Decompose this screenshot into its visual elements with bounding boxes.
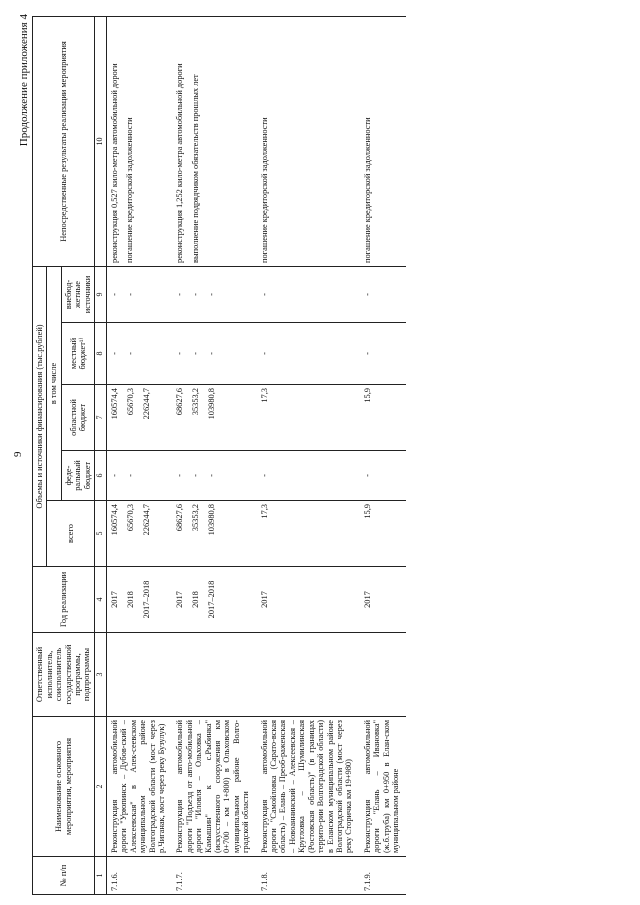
- total-cell: [257, 501, 360, 567]
- header-total: всего: [47, 501, 95, 567]
- col-number: 4: [95, 567, 107, 633]
- year-cell: [172, 567, 256, 633]
- total-value: 17,3: [259, 504, 269, 519]
- total-value: 103980,8: [207, 504, 217, 536]
- local-value: [142, 326, 152, 381]
- federal-cell: [172, 451, 256, 501]
- total-cell: [360, 501, 407, 567]
- total-value: 65670,3: [125, 504, 135, 532]
- local-value: -: [125, 352, 135, 355]
- local-cell: [172, 323, 256, 385]
- header-federal: феде-ральный бюджет: [61, 451, 94, 501]
- local-value: -: [109, 352, 119, 355]
- nonbudget-value: -: [109, 293, 119, 296]
- col-number: 2: [95, 717, 107, 857]
- local-cell: [360, 323, 407, 385]
- header-executor: Ответственный исполнитель, соисполнитель государственной программы, подпрограммы: [33, 633, 95, 717]
- nonbudget-value: -: [362, 293, 372, 296]
- col-number: 5: [95, 501, 107, 567]
- header-local: местный бюджет¹⁾: [61, 323, 94, 385]
- header-nonbudget: внебюд-жетные источники: [61, 266, 94, 322]
- year-value: 2017: [259, 591, 269, 608]
- regional-value: 226244,7: [141, 388, 151, 420]
- year-value: 2017–2018: [141, 580, 151, 619]
- executor: [172, 633, 256, 717]
- results-cell: [360, 16, 407, 266]
- results-cell: [106, 16, 172, 266]
- federal-value: -: [109, 474, 119, 477]
- federal-cell: [360, 451, 407, 501]
- regional-value: 17,3: [259, 388, 269, 403]
- total-cell: [106, 501, 172, 567]
- col-number: 10: [95, 16, 107, 266]
- header-year: Год реализации: [33, 567, 95, 633]
- year-cell: [360, 567, 407, 633]
- executor: [106, 633, 172, 717]
- regional-cell: [360, 385, 407, 451]
- nonbudget-value: -: [207, 293, 217, 296]
- page-number: 9: [12, 451, 24, 457]
- federal-value: -: [259, 474, 269, 477]
- local-value: -: [207, 352, 217, 355]
- year-value: 2017: [175, 591, 185, 608]
- col-number: 8: [95, 323, 107, 385]
- total-value: 160574,4: [109, 504, 119, 536]
- row-number: 7.1.8.: [257, 857, 360, 895]
- nonbudget-value: -: [259, 293, 269, 296]
- measure-name: Реконструкция автомобильной дороги "Подъезд от авто-мобильной дороги "Иловля – Ольховка – Камышин" к с.Рыбинка" (искусственного сооружения км 0+700 – км 1+800) в Ольховском муниципальном районе Волго-градской области: [172, 717, 256, 857]
- year-value: 2018: [125, 591, 135, 608]
- col-number: 7: [95, 385, 107, 451]
- col-number: 6: [95, 451, 107, 501]
- local-cell: [257, 323, 360, 385]
- total-value: 15,9: [362, 504, 372, 519]
- nonbudget-value: [142, 270, 152, 319]
- measure-name: Реконструкция автомобильной дороги "Елань – Ивановка" (ж.б.труба) км 0+950 в Елан-ском муниципальном районе: [360, 717, 407, 857]
- row-number: 7.1.9.: [360, 857, 407, 895]
- row-number: 7.1.7.: [172, 857, 256, 895]
- measure-name: Реконструкция автомобильной дороги "Урюпинск – Дубов-ский – Алексеевская" в Алек-сеевском муниципальном районе Волгоградской области (мост через р.Чиганак, мост через реку Бузулук): [106, 717, 172, 857]
- result-text: погашение кредиторской задолженности: [259, 117, 269, 263]
- nonbudget-cell: [172, 266, 256, 322]
- header-results: Непосредственные результаты реализации мероприятия: [33, 16, 95, 266]
- year-cell: [257, 567, 360, 633]
- nonbudget-value: -: [175, 293, 185, 296]
- results-cell: [172, 16, 256, 266]
- federal-value: [142, 454, 152, 497]
- nonbudget-value: -: [191, 293, 201, 296]
- year-value: 2017: [109, 591, 119, 608]
- col-number: 9: [95, 266, 107, 322]
- row-number: 7.1.6.: [106, 857, 172, 895]
- table-row: [360, 16, 407, 894]
- year-cell: [106, 567, 172, 633]
- nonbudget-cell: [360, 266, 407, 322]
- total-value: 226244,7: [141, 504, 151, 536]
- local-value: -: [259, 352, 269, 355]
- federal-value: -: [191, 474, 201, 477]
- regional-value: 103980,8: [207, 388, 217, 420]
- federal-cell: [106, 451, 172, 501]
- federal-value: -: [362, 474, 372, 477]
- regional-value: 15,9: [362, 388, 372, 403]
- header-regional: областной бюджет: [61, 385, 94, 451]
- header-finance-group: Объемы и источники финансирования (тыс.рублей): [33, 266, 47, 566]
- regional-cell: [257, 385, 360, 451]
- result-text: реконструкция 0,527 кило-метра автомобильной дороги: [109, 63, 119, 263]
- federal-value: -: [207, 474, 217, 477]
- regional-value: 65670,3: [125, 388, 135, 416]
- regional-cell: [172, 385, 256, 451]
- year-value: 2017: [362, 591, 372, 608]
- regional-value: 160574,4: [109, 388, 119, 420]
- col-number: 1: [95, 857, 107, 895]
- regional-value: 68627,6: [175, 388, 185, 416]
- year-value: 2017–2018: [207, 580, 217, 619]
- year-value: 2018: [191, 591, 201, 608]
- total-cell: [172, 501, 256, 567]
- result-text: выполнение подрядчиком обязательств прошлых лет: [190, 74, 200, 263]
- nonbudget-value: -: [125, 293, 135, 296]
- total-value: 35353,2: [191, 504, 201, 532]
- total-value: 68627,6: [175, 504, 185, 532]
- local-cell: [106, 323, 172, 385]
- financing-table: [32, 16, 406, 895]
- results-cell: [257, 16, 360, 266]
- table-row: [106, 16, 172, 894]
- federal-value: -: [175, 474, 185, 477]
- header-in-that-number: в том числе: [47, 266, 61, 500]
- appendix-label: Продолжение приложения 4: [18, 14, 30, 147]
- regional-cell: [106, 385, 172, 451]
- header-num: № п/п: [33, 857, 95, 895]
- local-value: -: [175, 352, 185, 355]
- result-text: погашение кредиторской задолженности: [125, 117, 135, 263]
- nonbudget-cell: [106, 266, 172, 322]
- measure-name: Реконструкция автомобильной дороги "Самойловка (Сарато-вская область) – Елань – Преоб-раженская – Новоаннинский – Алексеевская – Кругловка – Шумилинская (Ростовская область)" (в границах террито-рии Волгоградской области) в Еланском муниципальном районе Волгоградской области (мост через реку Сторичка км 19+980): [257, 717, 360, 857]
- executor: [257, 633, 360, 717]
- table-row: [257, 16, 360, 894]
- federal-value: -: [125, 474, 135, 477]
- federal-cell: [257, 451, 360, 501]
- result-text: погашение кредиторской задолженности: [362, 117, 372, 263]
- nonbudget-cell: [257, 266, 360, 322]
- regional-value: 35353,2: [191, 388, 201, 416]
- table-body: [106, 16, 406, 894]
- col-number: 3: [95, 633, 107, 717]
- executor: [360, 633, 407, 717]
- header-name: Наименование основного мероприятия, мероприятия: [33, 717, 95, 857]
- result-text: реконструкция 1,252 кило-метра автомобильной дороги: [175, 63, 185, 263]
- local-value: -: [191, 352, 201, 355]
- table-row: [172, 16, 256, 894]
- local-value: -: [362, 352, 372, 355]
